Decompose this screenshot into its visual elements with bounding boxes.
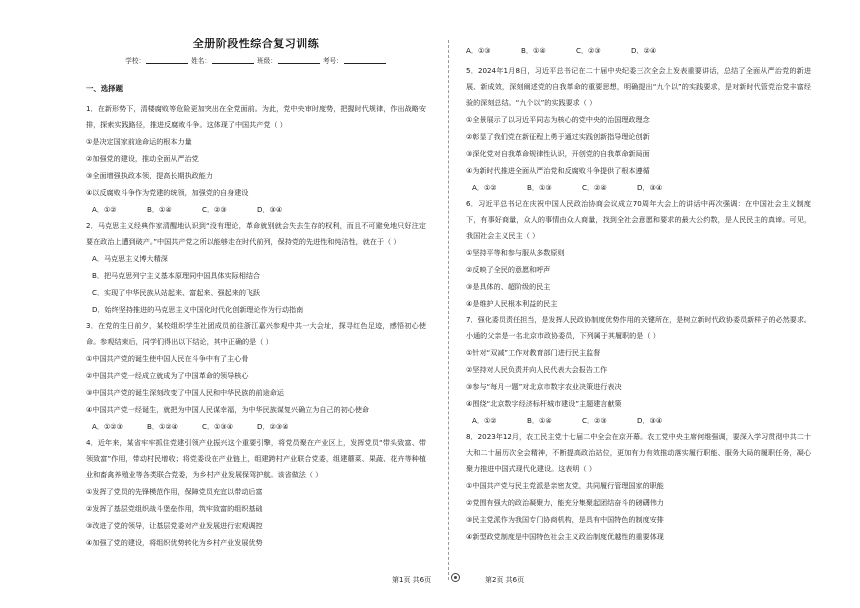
question-stem: 6．习近平总书记在庆祝中国人民政治协商会议成立70周年大会上的讲话中再次强调：在中国社会主义制度下，有事好商量，众人的事情由众人商量，找到全社会意愿和要求的最大公约数，是人民民主的真谛。可见，我国社会主义民主（ ） (466, 199, 811, 240)
exam-no-blank[interactable] (344, 63, 386, 64)
binding-hole-icon (451, 573, 460, 582)
choice-b[interactable]: B．①④ (147, 205, 172, 214)
statement: ②坚持对人民负责并向人民代表大会报告工作 (466, 365, 608, 374)
choice-a[interactable]: A．①② (472, 416, 497, 425)
statement: ②发挥了基层党组织战斗堡垒作用，筑牢致富的组织基础 (86, 504, 263, 513)
statement: ②党围有强大的政治凝聚力，能充分集聚起团结奋斗的磅礴伟力 (466, 498, 664, 507)
question-stem: 4．近年来，某省牢牢抓住党建引领产业振兴这个重要引擎，将党员聚在产业区上，发挥党员“带头致富、带领致富”作用，带动村民增收；将党委设在产业链上，组建跨村产业联合党委，组建蘑菜、果蔬、花卉等种植业和畜禽养殖业等各类联合党委，为乡村产业发展保驾护航。该省做法（ ） (86, 438, 426, 479)
question-stem: 1．在新形势下，清楼腐败等危险更加突出在全党面前。为此，党中央审时度势，把握时代规律，作出战略安排，探索实践路径，推进反腐败斗争。这体现了中国共产党（ ） (86, 104, 426, 129)
right-column (466, 42, 811, 545)
question-stem: 3．在党的生日前夕，某校组织学生社团成员前往浙江嘉兴参观中共一大会址，探寻红色足迹，感悟初心使命。参观结束后，同学们得出以下结论，其中正确的是（ ） (86, 321, 426, 346)
statement: ②中国共产党一经成立就成为了中国革命的领导核心 (86, 371, 249, 380)
question-2 (86, 218, 426, 318)
choice-c[interactable]: C．②③ (576, 46, 601, 55)
answer-choices (86, 201, 426, 218)
exam-no-label: 考号： (322, 57, 343, 65)
statement: ③改进了党的领导，让基层党委对产业发展进行宏观调控 (86, 521, 263, 530)
choice-b[interactable]: B．把马克思列宁主义基本原理同中国具体实际相结合 (92, 271, 261, 280)
question-4 (86, 435, 426, 551)
question-1 (86, 101, 426, 218)
statement: ②彰显了我们党在新征程上勇于通过实践创新指导理论创新 (466, 132, 650, 141)
school-blank[interactable] (146, 63, 188, 64)
choice-d[interactable]: D．③④ (637, 183, 663, 192)
choice-b[interactable]: B．①④ (521, 46, 546, 55)
choice-a[interactable]: A．①② (472, 183, 497, 192)
answer-choices (466, 42, 811, 59)
name-blank[interactable] (212, 63, 254, 64)
question-5 (466, 63, 811, 196)
school-label: 学校： (125, 57, 146, 65)
choice-b[interactable]: B．①③ (527, 183, 552, 192)
statement: ③参与“每月一题”对北京市数字农业决策进行表决 (466, 382, 622, 391)
statement: ④中国共产党一经诞生，就把为中国人民谋幸福，为中华民族谋复兴确立为自己的初心使命 (86, 405, 370, 414)
statement: ②加强党的建设，推动全面从严治党 (86, 154, 199, 163)
choice-a[interactable]: A．①②③ (92, 422, 124, 431)
question-3 (86, 318, 426, 435)
choice-b[interactable]: B．①④ (527, 416, 552, 425)
question-8 (466, 429, 811, 545)
choice-d[interactable]: D．③④ (257, 205, 283, 214)
statement: ④加强了党的建设，将组织优势转化为乡村产业发展优势 (86, 538, 263, 547)
choice-c[interactable]: C．①③④ (202, 422, 234, 431)
statement: ④新型政党制度是中国特色社会主义政治制度优越性的重要体现 (466, 532, 664, 541)
left-column (86, 38, 426, 551)
choice-a[interactable]: A．①② (92, 205, 117, 214)
choice-a[interactable]: A．马克思主义博大精深 (92, 254, 168, 263)
choice-d[interactable]: D．②③④ (257, 422, 289, 431)
question-stem: 2．马克思主义经典作家清醒地认识到“没有理论，革命就别就会失去生存的权利，而且不可避免地只好注定要在政治上遭到破产。”中国共产党之所以能够走在时代前列，保持党的先进性和纯洁性，就在于（ ） (86, 221, 426, 246)
choice-c[interactable]: C．实现了中华民族从站起来、富起来、强起来的飞跃 (92, 288, 261, 297)
statement: ③全面增强执政本领，提高长期执政能力 (86, 171, 213, 180)
class-blank[interactable] (278, 63, 320, 64)
statement: ④以反腐败斗争作为党建的统领，加强党的自身建设 (86, 188, 249, 197)
column-divider (448, 40, 449, 580)
question-stem: 5．2024年1月8日，习近平总书记在二十届中央纪委三次全会上发表重要讲话，总结了全面从严治党的新进展、新成效，深刻阐述党的自我革命的重要思想，明确提出“九个以”的实践要求，是对新时代管党治党丰富经验的深刻总结。“九个以”的实践要求（ ） (466, 66, 811, 107)
choice-d[interactable]: D．③④ (637, 416, 663, 425)
statement: ①坚持平等和参与服从多数原则 (466, 248, 565, 257)
question-7 (466, 312, 811, 429)
choice-d[interactable]: D．②④ (631, 46, 657, 55)
choice-c[interactable]: C．②③ (202, 205, 227, 214)
answer-choices (86, 418, 426, 435)
class-label: 班级： (257, 57, 277, 65)
statement: ③民主党派作为我国专门协商机构，是具有中国特色的制度安排 (466, 515, 664, 524)
statement: ③是具体的、超阶级的民主 (466, 282, 551, 291)
name-label: 姓名： (191, 57, 211, 65)
choice-b[interactable]: B．①②④ (147, 422, 179, 431)
page-number-left: 第1页 共6页 (392, 576, 432, 584)
statement: ①中国共产党与民主党派是亲密友党，共同履行管理国家的职能 (466, 481, 664, 490)
statement: ②反映了全民的意愿和呼声 (466, 265, 551, 274)
statement: ④为新时代推进全面从严治党和反腐败斗争提供了根本遵循 (466, 166, 650, 175)
statement: ①中国共产党的诞生使中国人民在斗争中有了主心骨 (86, 354, 249, 363)
choice-d[interactable]: D．始终坚持推进的马克思主义中国化时代化创新理论作为行动指南 (92, 305, 304, 314)
page-number-right: 第2页 共6页 (485, 576, 525, 584)
question-stem: 7．强化委员责任担当，是发挥人民政协制度优势作用的关键所在，是树立新时代政协委员新样子的必然要求。小通的父亲是一名北京市政协委员，下列属于其履职的是（ ） (466, 315, 811, 340)
question-6 (466, 196, 811, 312)
statement: ①发挥了党员的先锋模范作用，保障党员充宜以带动后富 (86, 487, 263, 496)
statement: ①是决定国家前途命运的根本力量 (86, 137, 192, 146)
statement: ④围绕“北京数字经济标杆城市建设”主题建言献策 (466, 399, 622, 408)
student-info-line (86, 58, 426, 65)
question-stem: 8．2023年12月，农工民主党十七届二中全会在京开幕。农工党中央主席何维强调，要深入学习贯彻中共二十大和二十届历次全会精神，不断提高政治站位，更加有力有效推动落实履行职能、服务大局的履职任务，凝心聚力推进中国式现代化建设。这表明（ ） (466, 432, 811, 473)
statement: ④是维护人民根本利益的民主 (466, 299, 558, 308)
statement: ③深化党对自我革命规律性认识，开创党的自我革命新局面 (466, 149, 650, 158)
choice-c[interactable]: C．②③ (582, 416, 607, 425)
answer-choices (466, 179, 811, 196)
statement: ①全景展示了以习近平同志为核心的党中央的治国理政理念 (466, 115, 650, 124)
choice-c[interactable]: C．②④ (582, 183, 607, 192)
section-heading: 一、选择题 (86, 83, 123, 93)
choice-a[interactable]: A．①③ (466, 46, 491, 55)
statement: ①针对“双减”工作对教育部门进行民主监督 (466, 348, 601, 357)
statement: ③中国共产党的诞生深刻改变了中国人民和中华民族的前途命运 (86, 388, 284, 397)
answer-choices (466, 412, 811, 429)
page-title: 全册阶段性综合复习训练 (192, 38, 320, 50)
